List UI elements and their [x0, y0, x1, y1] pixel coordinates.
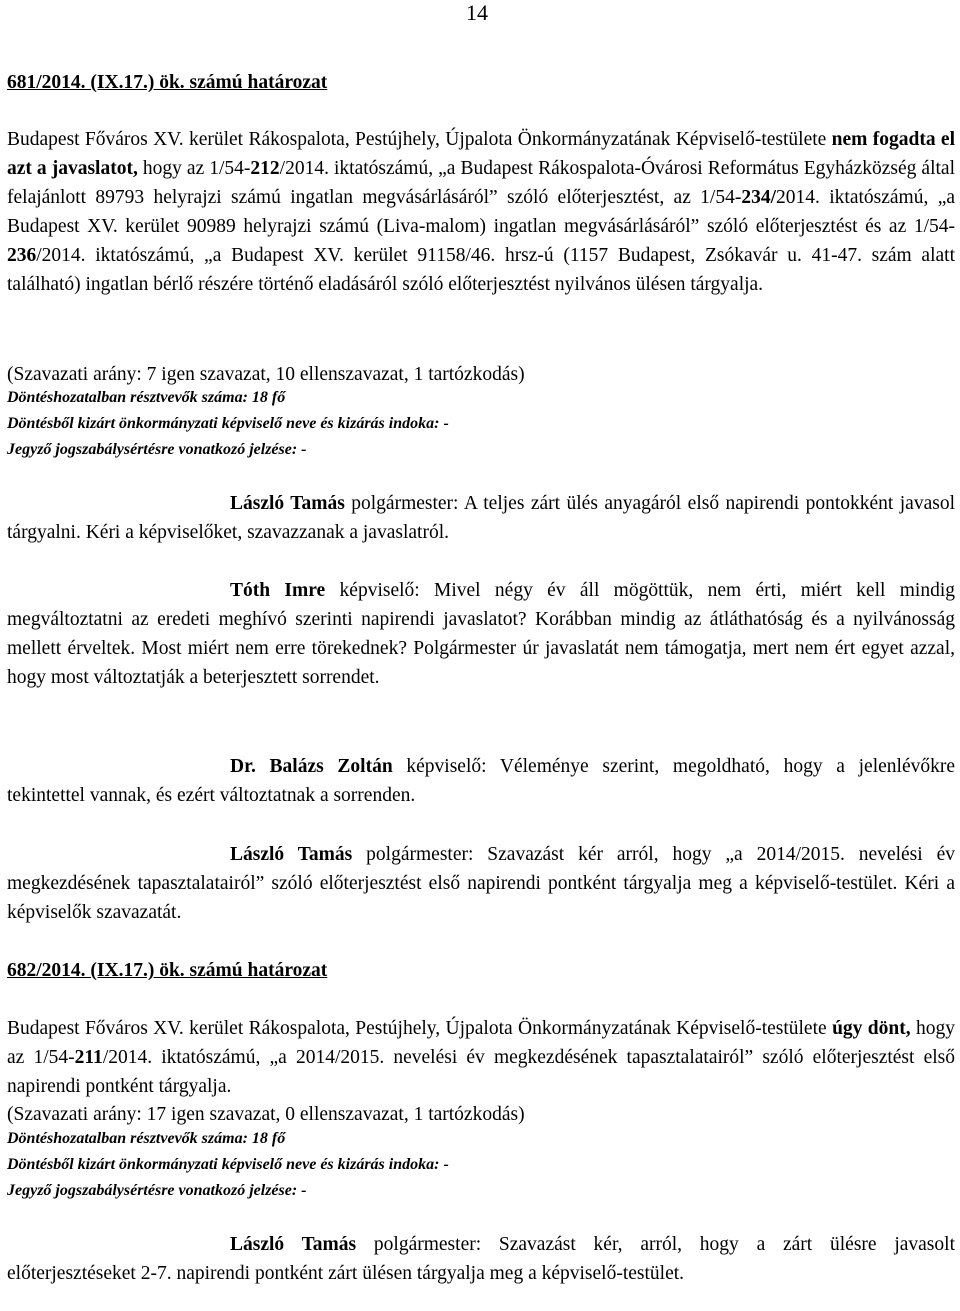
speech-laszlo-tamas-3: László Tamás polgármester: Szavazást kér, arról, hogy a zárt ülésre javasolt előterjesztéseket 2-7. napirendi pontként zárt ülésen tárgyalja meg a képviselő-testület. — [7, 1234, 955, 1284]
resolution-682-excluded: Döntésből kizárt önkormányzati képviselő neve és kizárás indoka: - — [7, 1156, 449, 1173]
resolution-682-vote: (Szavazati arány: 17 igen szavazat, 0 ellenszavazat, 1 tartózkodás) — [7, 1104, 525, 1125]
resolution-681-notary: Jegyző jogszabálysértésre vonatkozó jelzése: - — [7, 441, 307, 458]
speech-balazs-zoltan: Dr. Balázs Zoltán képviselő: Véleménye szerint, megoldható, hogy a jelenlévőkre tekintettel vannak, és ezért változtatnak a sorrenden. — [7, 756, 955, 806]
speaker-name: László Tamás — [230, 493, 345, 514]
speaker-name: Tóth Imre — [230, 580, 326, 601]
resolution-681-participants: Döntéshozatalban résztvevők száma: 18 fő — [7, 389, 286, 406]
resolution-682-notary: Jegyző jogszabálysértésre vonatkozó jelzése: - — [7, 1182, 307, 1199]
resolution-681-excluded: Döntésből kizárt önkormányzati képviselő neve és kizárás indoka: - — [7, 415, 449, 432]
resolution-681-text: Budapest Főváros XV. kerület Rákospalota, Pestújhely, Újpalota Önkormányzatának Képviselő-testülete nem fogadta el azt a javaslatot, hogy az 1/54-212/2014. iktatószámú, „a Budapest Rákospalota-Óvárosi Református Egyházközség által felajánlott 89793 helyrajzi számú ingatlan megvásárlásáról” szóló előterjesztést, az 1/54-234/2014. iktatószámú, „a Budapest XV. kerület 90989 helyrajzi számú (Liva-malom) ingatlan megvásárlásáról” szóló előterjesztést és az 1/54-236/2014. iktatószámú, „a Budapest XV. kerület 91158/46. hrsz-ú (1157 Budapest, Zsókavár u. 41-47. szám alatt található) ingatlan bérlő részére történő eladásáról szóló előterjesztést nyilvános ülésen tárgyalja. — [7, 129, 955, 295]
speech-toth-imre: Tóth Imre képviselő: Mivel négy év áll mögöttük, nem érti, miért kell mindig megváltoztatni az eredeti meghívó szerinti napirendi javaslatot? Korábban mindig az átláthatóság és a nyilvánosság mellett érveltek. Most miért nem erre törekednek? Polgármester úr javaslatát nem támogatja, mert nem ért egyet azzal, hogy most változtatják a beterjesztett sorrendet. — [7, 580, 955, 688]
resolution-681-title: 681/2014. (IX.17.) ök. számú határozat — [7, 72, 328, 93]
speaker-name: László Tamás — [230, 844, 353, 865]
resolution-682-participants: Döntéshozatalban résztvevők száma: 18 fő — [7, 1130, 286, 1147]
resolution-682-title: 682/2014. (IX.17.) ök. számú határozat — [7, 960, 328, 981]
resolution-682-text: Budapest Főváros XV. kerület Rákospalota, Pestújhely, Újpalota Önkormányzatának Képviselő-testülete úgy dönt, hogy az 1/54-211/2014. iktatószámú, „a 2014/2015. nevelési év megkezdésének tapasztalatairól” szóló előterjesztést első napirendi pontként tárgyalja. — [7, 1018, 955, 1097]
speaker-name: László Tamás — [230, 1234, 357, 1255]
speech-laszlo-tamas-2: László Tamás polgármester: Szavazást kér arról, hogy „a 2014/2015. nevelési év megkezdésének tapasztalatairól” szóló előterjesztést első napirendi pontként tárgyalja meg a képviselő-testület. Kéri a képviselők szavazatát. — [7, 844, 955, 923]
resolution-681-vote: (Szavazati arány: 7 igen szavazat, 10 ellenszavazat, 1 tartózkodás) — [7, 364, 525, 385]
page-number: 14 — [466, 0, 488, 25]
speaker-name: Dr. Balázs Zoltán — [230, 756, 393, 777]
speech-laszlo-tamas-1: László Tamás polgármester: A teljes zárt ülés anyagáról első napirendi pontokként javasol tárgyalni. Kéri a képviselőket, szavazzanak a javaslatról. — [7, 493, 955, 543]
document-page — [7, 0, 955, 1311]
